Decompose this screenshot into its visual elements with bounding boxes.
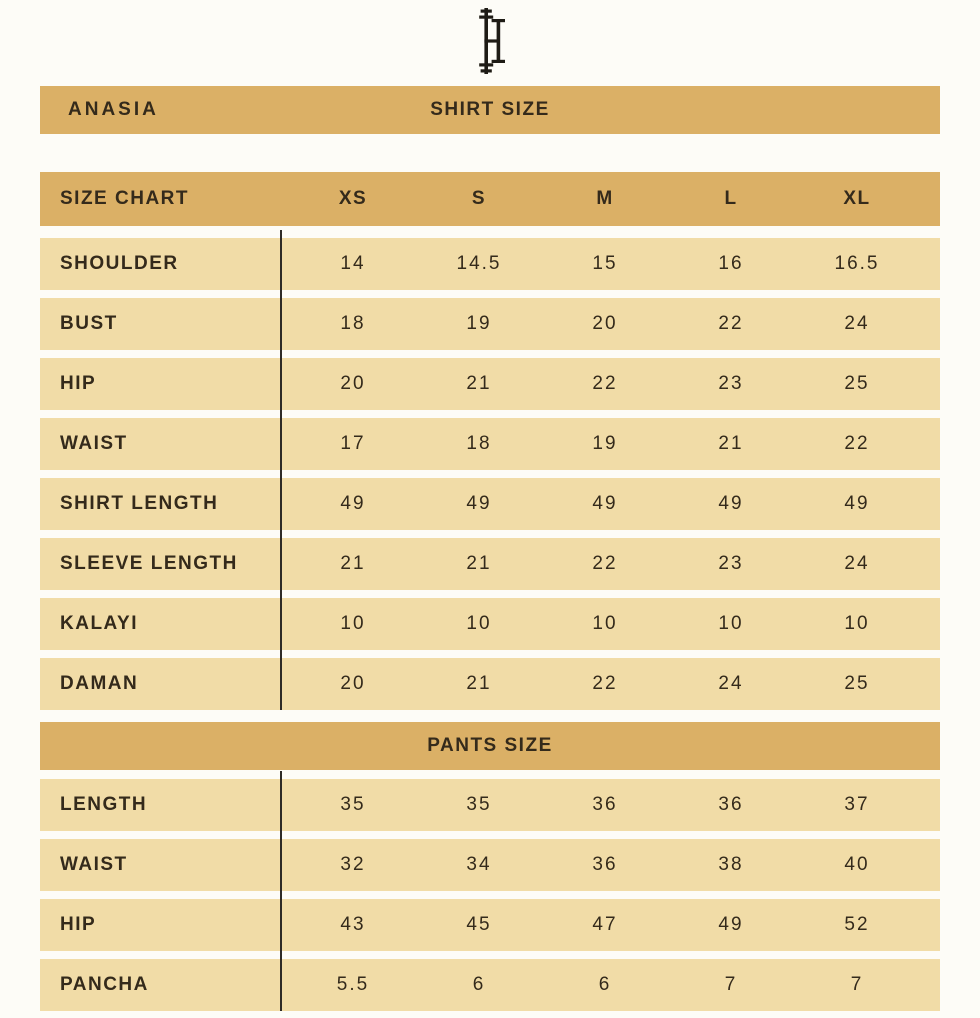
table-row-shoulder xyxy=(40,238,940,290)
value-cell: 10 xyxy=(844,613,870,634)
value-cell: 18 xyxy=(340,313,366,334)
row-label: DAMAN xyxy=(60,673,139,694)
brand-logo xyxy=(0,5,980,79)
table-row-kalayi xyxy=(40,598,940,650)
shirt-size-title: SHIRT SIZE xyxy=(430,99,550,120)
value-cell: 49 xyxy=(340,493,366,514)
anasia-monogram-icon xyxy=(467,6,513,78)
table-row-waist xyxy=(40,418,940,470)
value-cell: 15 xyxy=(592,253,618,274)
value-cell: 7 xyxy=(724,974,738,995)
value-cell: 21 xyxy=(466,373,492,394)
row-values xyxy=(290,839,920,891)
value-cell: 24 xyxy=(844,313,870,334)
value-cell: 36 xyxy=(592,854,618,875)
value-cell: 20 xyxy=(340,373,366,394)
table-row-pants-waist xyxy=(40,839,940,891)
value-cell: 34 xyxy=(466,854,492,875)
value-cell: 47 xyxy=(592,914,618,935)
value-cell: 22 xyxy=(592,673,618,694)
table-row-daman xyxy=(40,658,940,710)
brand-name: ANASIA xyxy=(68,99,159,120)
value-cell: 32 xyxy=(340,854,366,875)
value-cell: 19 xyxy=(466,313,492,334)
value-cell: 18 xyxy=(466,433,492,454)
value-cell: 19 xyxy=(592,433,618,454)
table-row-bust xyxy=(40,298,940,350)
pants-size-title: PANTS SIZE xyxy=(427,735,553,756)
value-cell: 23 xyxy=(718,553,744,574)
value-cell: 14.5 xyxy=(456,253,502,274)
row-values xyxy=(290,238,920,290)
row-values xyxy=(290,779,920,831)
value-cell: 10 xyxy=(592,613,618,634)
value-cell: 20 xyxy=(592,313,618,334)
pants-size-header-bar xyxy=(40,722,940,770)
table-row-pants-length xyxy=(40,779,940,831)
value-cell: 49 xyxy=(592,493,618,514)
size-header-xl: XL xyxy=(843,188,871,209)
row-label: BUST xyxy=(60,313,118,334)
size-header-s: S xyxy=(471,188,487,209)
value-cell: 22 xyxy=(718,313,744,334)
size-header-m: M xyxy=(596,188,614,209)
value-cell: 7 xyxy=(850,974,864,995)
value-cell: 40 xyxy=(844,854,870,875)
table-row-sleeve-length xyxy=(40,538,940,590)
value-cell: 36 xyxy=(718,794,744,815)
value-cell: 14 xyxy=(340,253,366,274)
row-values xyxy=(290,538,920,590)
value-cell: 16 xyxy=(718,253,744,274)
value-cell: 25 xyxy=(844,673,870,694)
value-cell: 24 xyxy=(844,553,870,574)
row-label: PANCHA xyxy=(60,974,149,995)
value-cell: 45 xyxy=(466,914,492,935)
row-label: HIP xyxy=(60,914,97,935)
row-values xyxy=(290,959,920,1011)
size-chart-label: SIZE CHART xyxy=(60,188,189,209)
size-header-xs: XS xyxy=(338,188,368,209)
value-cell: 6 xyxy=(598,974,612,995)
size-column-headers xyxy=(290,172,920,226)
value-cell: 10 xyxy=(340,613,366,634)
value-cell: 21 xyxy=(466,553,492,574)
value-cell: 49 xyxy=(718,914,744,935)
row-values xyxy=(290,358,920,410)
row-values xyxy=(290,478,920,530)
value-cell: 35 xyxy=(466,794,492,815)
value-cell: 49 xyxy=(844,493,870,514)
row-values xyxy=(290,418,920,470)
size-header-l: L xyxy=(724,188,738,209)
value-cell: 52 xyxy=(844,914,870,935)
size-chart-header-row xyxy=(40,172,940,226)
row-values xyxy=(290,598,920,650)
value-cell: 22 xyxy=(592,373,618,394)
row-label: KALAYI xyxy=(60,613,138,634)
value-cell: 49 xyxy=(718,493,744,514)
value-cell: 35 xyxy=(340,794,366,815)
value-cell: 21 xyxy=(340,553,366,574)
value-cell: 49 xyxy=(466,493,492,514)
value-cell: 23 xyxy=(718,373,744,394)
value-cell: 25 xyxy=(844,373,870,394)
value-cell: 10 xyxy=(718,613,744,634)
value-cell: 43 xyxy=(340,914,366,935)
pants-measurement-table xyxy=(40,779,940,1011)
value-cell: 36 xyxy=(592,794,618,815)
row-label: HIP xyxy=(60,373,97,394)
value-cell: 20 xyxy=(340,673,366,694)
row-label: WAIST xyxy=(60,433,128,454)
value-cell: 22 xyxy=(844,433,870,454)
value-cell: 17 xyxy=(340,433,366,454)
table-row-hip xyxy=(40,358,940,410)
value-cell: 5.5 xyxy=(336,974,370,995)
row-label: SHIRT LENGTH xyxy=(60,493,219,514)
row-values xyxy=(290,899,920,951)
value-cell: 6 xyxy=(472,974,486,995)
value-cell: 38 xyxy=(718,854,744,875)
row-label: SLEEVE LENGTH xyxy=(60,553,238,574)
value-cell: 37 xyxy=(844,794,870,815)
value-cell: 21 xyxy=(466,673,492,694)
table-row-pants-hip xyxy=(40,899,940,951)
shirt-size-header-bar xyxy=(40,86,940,134)
table-row-pancha xyxy=(40,959,940,1011)
row-label: LENGTH xyxy=(60,794,148,815)
table-row-shirt-length xyxy=(40,478,940,530)
row-label: WAIST xyxy=(60,854,128,875)
value-cell: 24 xyxy=(718,673,744,694)
row-values xyxy=(290,298,920,350)
value-cell: 21 xyxy=(718,433,744,454)
value-cell: 22 xyxy=(592,553,618,574)
row-label: SHOULDER xyxy=(60,253,179,274)
row-values xyxy=(290,658,920,710)
shirt-measurement-table xyxy=(40,238,940,710)
value-cell: 16.5 xyxy=(834,253,880,274)
value-cell: 10 xyxy=(466,613,492,634)
